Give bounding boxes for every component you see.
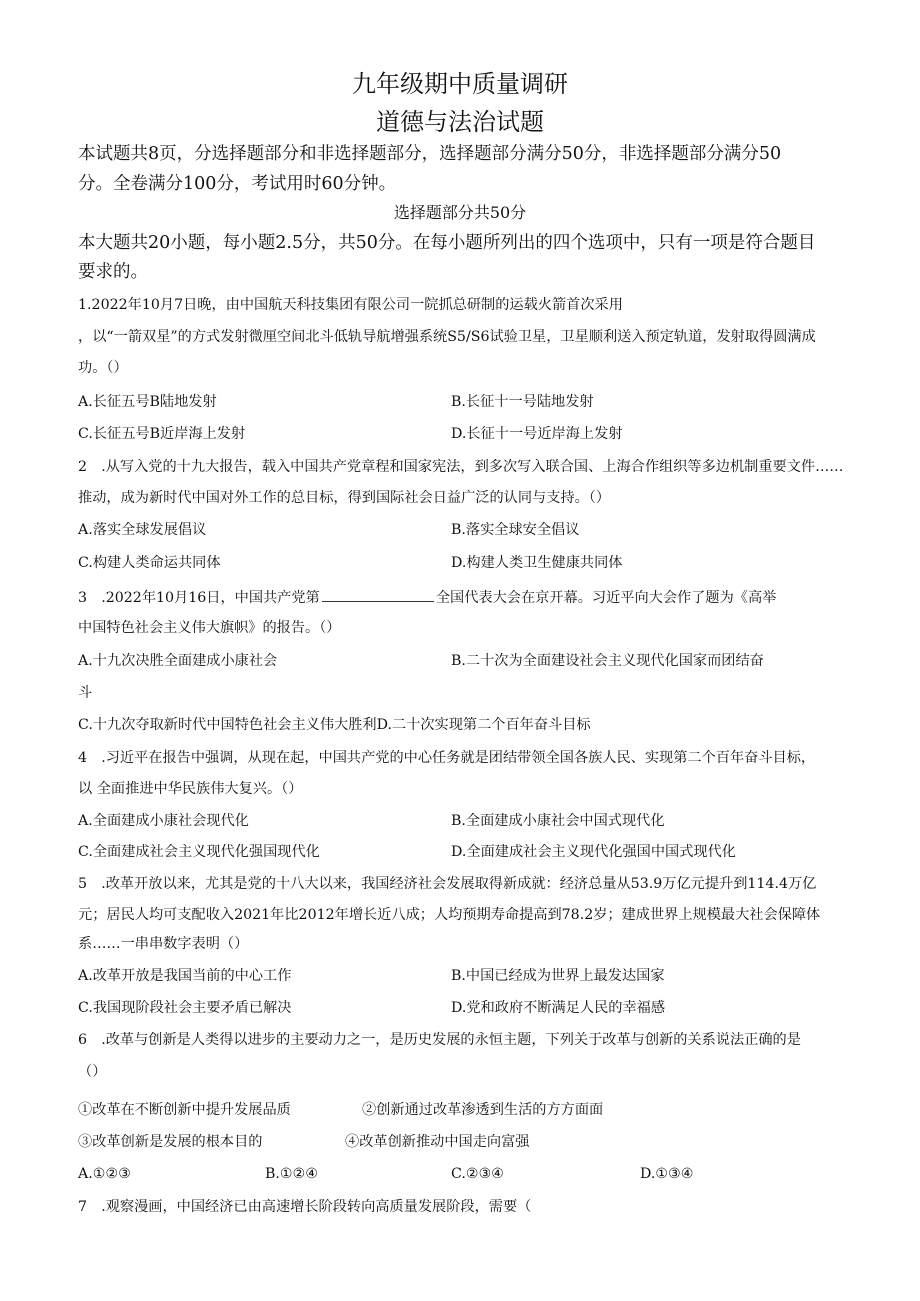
q5-stem-3: 系……一串串数字表明（） bbox=[78, 936, 249, 952]
q1-option-a[interactable]: A.长征五号B陆地发射 bbox=[78, 394, 217, 410]
section-heading: 选择题部分共50分 bbox=[393, 203, 527, 222]
q6-stem-1: 6 .改革与创新是人类得以进步的主要动力之一，是历史发展的永恒主题，下列关于改革与创新的关系说法正确的是 bbox=[78, 1032, 801, 1048]
q1-option-d[interactable]: D.长征十一号近岸海上发射 bbox=[451, 426, 623, 442]
page-subtitle: 道德与法治试题 bbox=[376, 108, 544, 136]
q3-option-a[interactable]: A.十九次决胜全面建成小康社会 bbox=[78, 653, 278, 669]
q7-stem-1: 7 .观察漫画，中国经济已由高速增长阶段转向高质量发展阶段，需要（ bbox=[78, 1199, 532, 1215]
q5-option-d[interactable]: D.党和政府不断满足人民的幸福感 bbox=[451, 1000, 666, 1016]
q3-stem-1 bbox=[78, 589, 776, 605]
q4-option-b[interactable]: B.全面建成小康社会中国式现代化 bbox=[451, 813, 665, 829]
q2-stem-2: 推动，成为新时代中国对外工作的总目标，得到国际社会日益广泛的认同与支持。（） bbox=[78, 490, 611, 506]
q1-stem-3: 功。（） bbox=[78, 360, 128, 376]
q2-option-a[interactable]: A.落实全球发展倡议 bbox=[78, 522, 207, 538]
q2-option-b[interactable]: B.落实全球安全倡议 bbox=[451, 522, 580, 538]
section-instruction-2: 要求的。 bbox=[78, 262, 148, 282]
q5-stem-1: 5 .改革开放以来，尤其是党的十八大以来，我国经济社会发展取得新成就：经济总量从53.9万亿元提升到114.4万亿 bbox=[78, 876, 817, 892]
q4-option-d[interactable]: D.全面建成社会主义现代化强国中国式现代化 bbox=[451, 844, 736, 860]
page-title: 九年级期中质量调研 bbox=[352, 70, 568, 98]
q3-option-cd[interactable]: C.十九次夺取新时代中国特色社会主义伟大胜利D.二十次实现第二个百年奋斗目标 bbox=[78, 717, 591, 733]
q3-stem-1-pre: 3 .2022年10月16日，中国共产党第 bbox=[78, 590, 320, 606]
q5-option-c[interactable]: C.我国现阶段社会主要矛盾已解决 bbox=[78, 1000, 292, 1016]
q4-option-c[interactable]: C.全面建成社会主义现代化强国现代化 bbox=[78, 844, 320, 860]
q6-option-a[interactable]: A.①②③ bbox=[78, 1166, 131, 1182]
q5-stem-2: 元；居民人均可支配收入2021年比2012年增长近八成；人均预期寿命提高到78.2岁；建成世界上规模最大社会保障体 bbox=[78, 907, 821, 923]
q6-stem-2: （） bbox=[78, 1064, 107, 1080]
q4-stem-1: 4 .习近平在报告中强调，从现在起，中国共产党的中心任务就是团结带领全国各族人民、实现第二个百年奋斗目标， bbox=[78, 750, 816, 766]
q1-option-c[interactable]: C.长征五号B近岸海上发射 bbox=[78, 426, 246, 442]
q4-option-a[interactable]: A.全面建成小康社会现代化 bbox=[78, 813, 249, 829]
q3-stem-1-post: 全国代表大会在京开幕。习近平向大会作了题为《高举 bbox=[435, 590, 777, 606]
fill-in-blank bbox=[322, 589, 434, 602]
q1-option-b[interactable]: B.长征十一号陆地发射 bbox=[451, 394, 594, 410]
q5-option-b[interactable]: B.中国已经成为世界上最发达国家 bbox=[451, 968, 665, 984]
q6-option-b[interactable]: B.①②④ bbox=[265, 1166, 319, 1182]
q2-option-d[interactable]: D.构建人类卫生健康共同体 bbox=[451, 555, 623, 571]
q3-stem-2: 中国特色社会主义伟大旗帜》的报告。（） bbox=[78, 620, 341, 636]
q6-statement-1: ①改革在不断创新中提升发展品质 bbox=[78, 1102, 291, 1118]
q3-option-b[interactable]: B.二十次为全面建设社会主义现代化国家而团结奋 bbox=[451, 653, 764, 669]
q5-option-a[interactable]: A.改革开放是我国当前的中心工作 bbox=[78, 968, 292, 984]
q6-option-c[interactable]: C.②③④ bbox=[451, 1166, 505, 1182]
q1-stem-2: ，以“一箭双星”的方式发射微厘空间北斗低轨导航增强系统S5/S6试验卫星，卫星顺利送入预定轨道，发射取得圆满成 bbox=[78, 329, 816, 345]
intro-line-2: 分。全卷满分100分，考试用时60分钟。 bbox=[78, 174, 397, 194]
q3-option-b-continued: 斗 bbox=[78, 685, 93, 701]
q2-option-c[interactable]: C.构建人类命运共同体 bbox=[78, 555, 221, 571]
section-instruction-1: 本大题共20小题，每小题2.5分，共50分。在每小题所列出的四个选项中，只有一项是符合题目 bbox=[78, 233, 816, 253]
q6-statement-4: ④改革创新推动中国走向富强 bbox=[345, 1134, 530, 1150]
q6-option-d[interactable]: D.①③④ bbox=[640, 1166, 694, 1182]
q6-statement-2: ②创新通过改革渗透到生活的方方面面 bbox=[362, 1102, 604, 1118]
q6-statement-3: ③改革创新是发展的根本目的 bbox=[78, 1134, 263, 1150]
q2-stem-1: 2 .从写入党的十九大报告，载入中国共产党章程和国家宪法，到多次写入联合国、上海合作组织等多边机制重要文件…… bbox=[78, 459, 844, 475]
intro-line-1: 本试题共8页，分选择题部分和非选择题部分，选择题部分满分50分，非选择题部分满分50 bbox=[78, 144, 782, 164]
q1-stem-1: 1.2022年10月7日晚，由中国航天科技集团有限公司一院抓总研制的运载火箭首次采用 bbox=[78, 297, 623, 313]
q4-stem-2: 以 全面推进中华民族伟大复兴。（） bbox=[78, 781, 303, 797]
